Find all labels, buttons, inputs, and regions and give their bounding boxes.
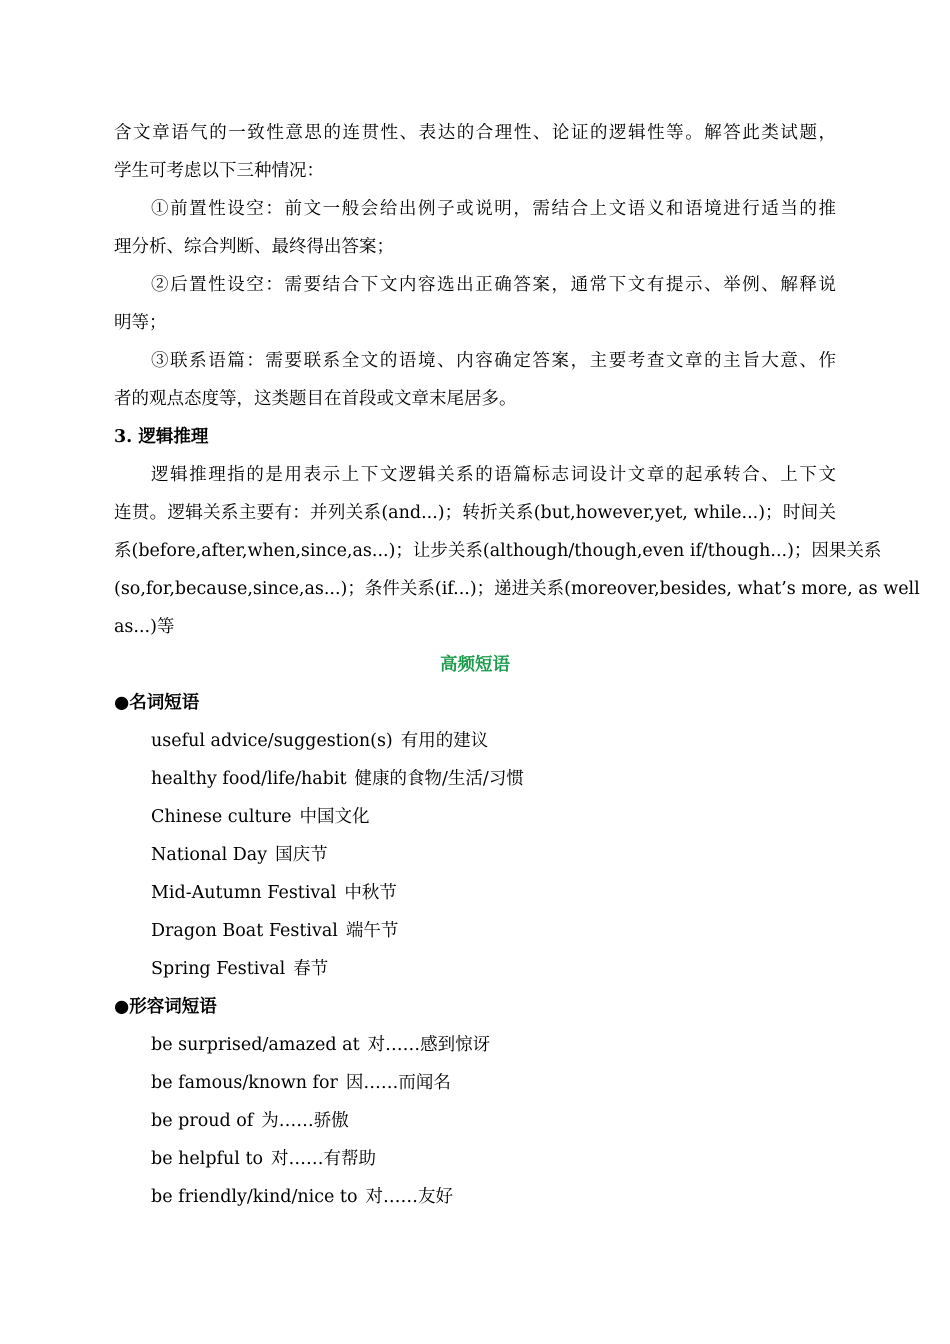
phrase-item [114,1102,836,1140]
phrase-en: be proud of [151,1111,254,1131]
phrase-item [114,1178,836,1216]
phrase-item [114,874,836,912]
phrase-zh: 对……感到惊讶 [367,1035,491,1055]
phrase-en: Mid-Autumn Festival [151,883,337,903]
logic-line: 逻辑推理指的是用表示上下文逻辑关系的语篇标志词设计文章的起承转合、上下文 [151,465,836,485]
phrase-en: be surprised/amazed at [151,1035,360,1055]
phrase-zh: 为……骄傲 [261,1111,349,1131]
phrase-zh: 春节 [293,959,329,979]
phrase-item [114,1064,836,1102]
logic-line: 连贯。逻辑关系主要有：并列关系(and...)；转折关系(but,however,yet, while...)；时间关 [114,503,836,523]
document-page [114,114,920,1216]
phrase-zh: 对……有帮助 [271,1149,377,1169]
logic-line: (so,for,because,since,as...)；条件关系(if...)；递进关系(moreover,besides, what’s more, as well [114,579,920,599]
phrase-en: National Day [151,845,268,865]
phrase-zh: 对……友好 [365,1187,453,1207]
case-line: ③联系语篇：需要联系全文的语境、内容确定答案，主要考查文章的主旨大意、作 [151,351,836,371]
phrase-en: be friendly/kind/nice to [151,1187,358,1207]
logic-line: as...)等 [114,617,175,637]
adj-section-heading: ●形容词短语 [114,997,217,1017]
phrase-zh: 有用的建议 [400,731,489,751]
case-line: 者的观点态度等，这类题目在首段或文章末尾居多。 [114,389,517,409]
phrase-item [114,1140,836,1178]
phrase-en: Chinese culture [151,807,292,827]
phrase-item [114,950,836,988]
phrase-en: healthy food/life/habit [151,769,347,789]
phrase-item [114,722,836,760]
phrase-zh: 中秋节 [344,883,397,903]
case-line: ②后置性设空：需要结合下文内容选出正确答案，通常下文有提示、举例、解释说 [151,275,836,295]
noun-section-heading: ●名词短语 [114,693,200,713]
phrase-en: Spring Festival [151,959,286,979]
phrase-zh: 国庆节 [275,845,328,865]
logic-line: 系(before,after,when,since,as...)；让步关系(although/though,even if/though...)；因果关系 [114,541,882,561]
phrases-title: 高频短语 [440,655,510,675]
case-line: ①前置性设空：前文一般会给出例子或说明，需结合上文语义和语境进行适当的推 [151,199,836,219]
phrase-item [114,836,836,874]
phrase-en: be famous/known for [151,1073,338,1093]
phrase-item [114,760,836,798]
intro-line: 学生可考虑以下三种情况： [114,161,324,181]
phrase-zh: 健康的食物/生活/习惯 [354,769,524,789]
section-heading-logic: 3. 逻辑推理 [114,427,209,447]
intro-line: 含文章语气的一致性意思的连贯性、表达的合理性、论证的逻辑性等。解答此类试题， [114,123,836,143]
phrase-item [114,912,836,950]
phrase-zh: 中国文化 [299,807,370,827]
case-line: 理分析、综合判断、最终得出答案； [114,237,394,257]
phrase-en: be helpful to [151,1149,264,1169]
phrase-item [114,1026,836,1064]
phrase-en: Dragon Boat Festival [151,921,338,941]
phrase-zh: 端午节 [345,921,399,941]
case-line: 明等； [114,313,167,333]
phrase-en: useful advice/suggestion(s) [151,731,393,751]
phrase-item [114,798,836,836]
phrase-zh: 因……而闻名 [345,1073,451,1093]
